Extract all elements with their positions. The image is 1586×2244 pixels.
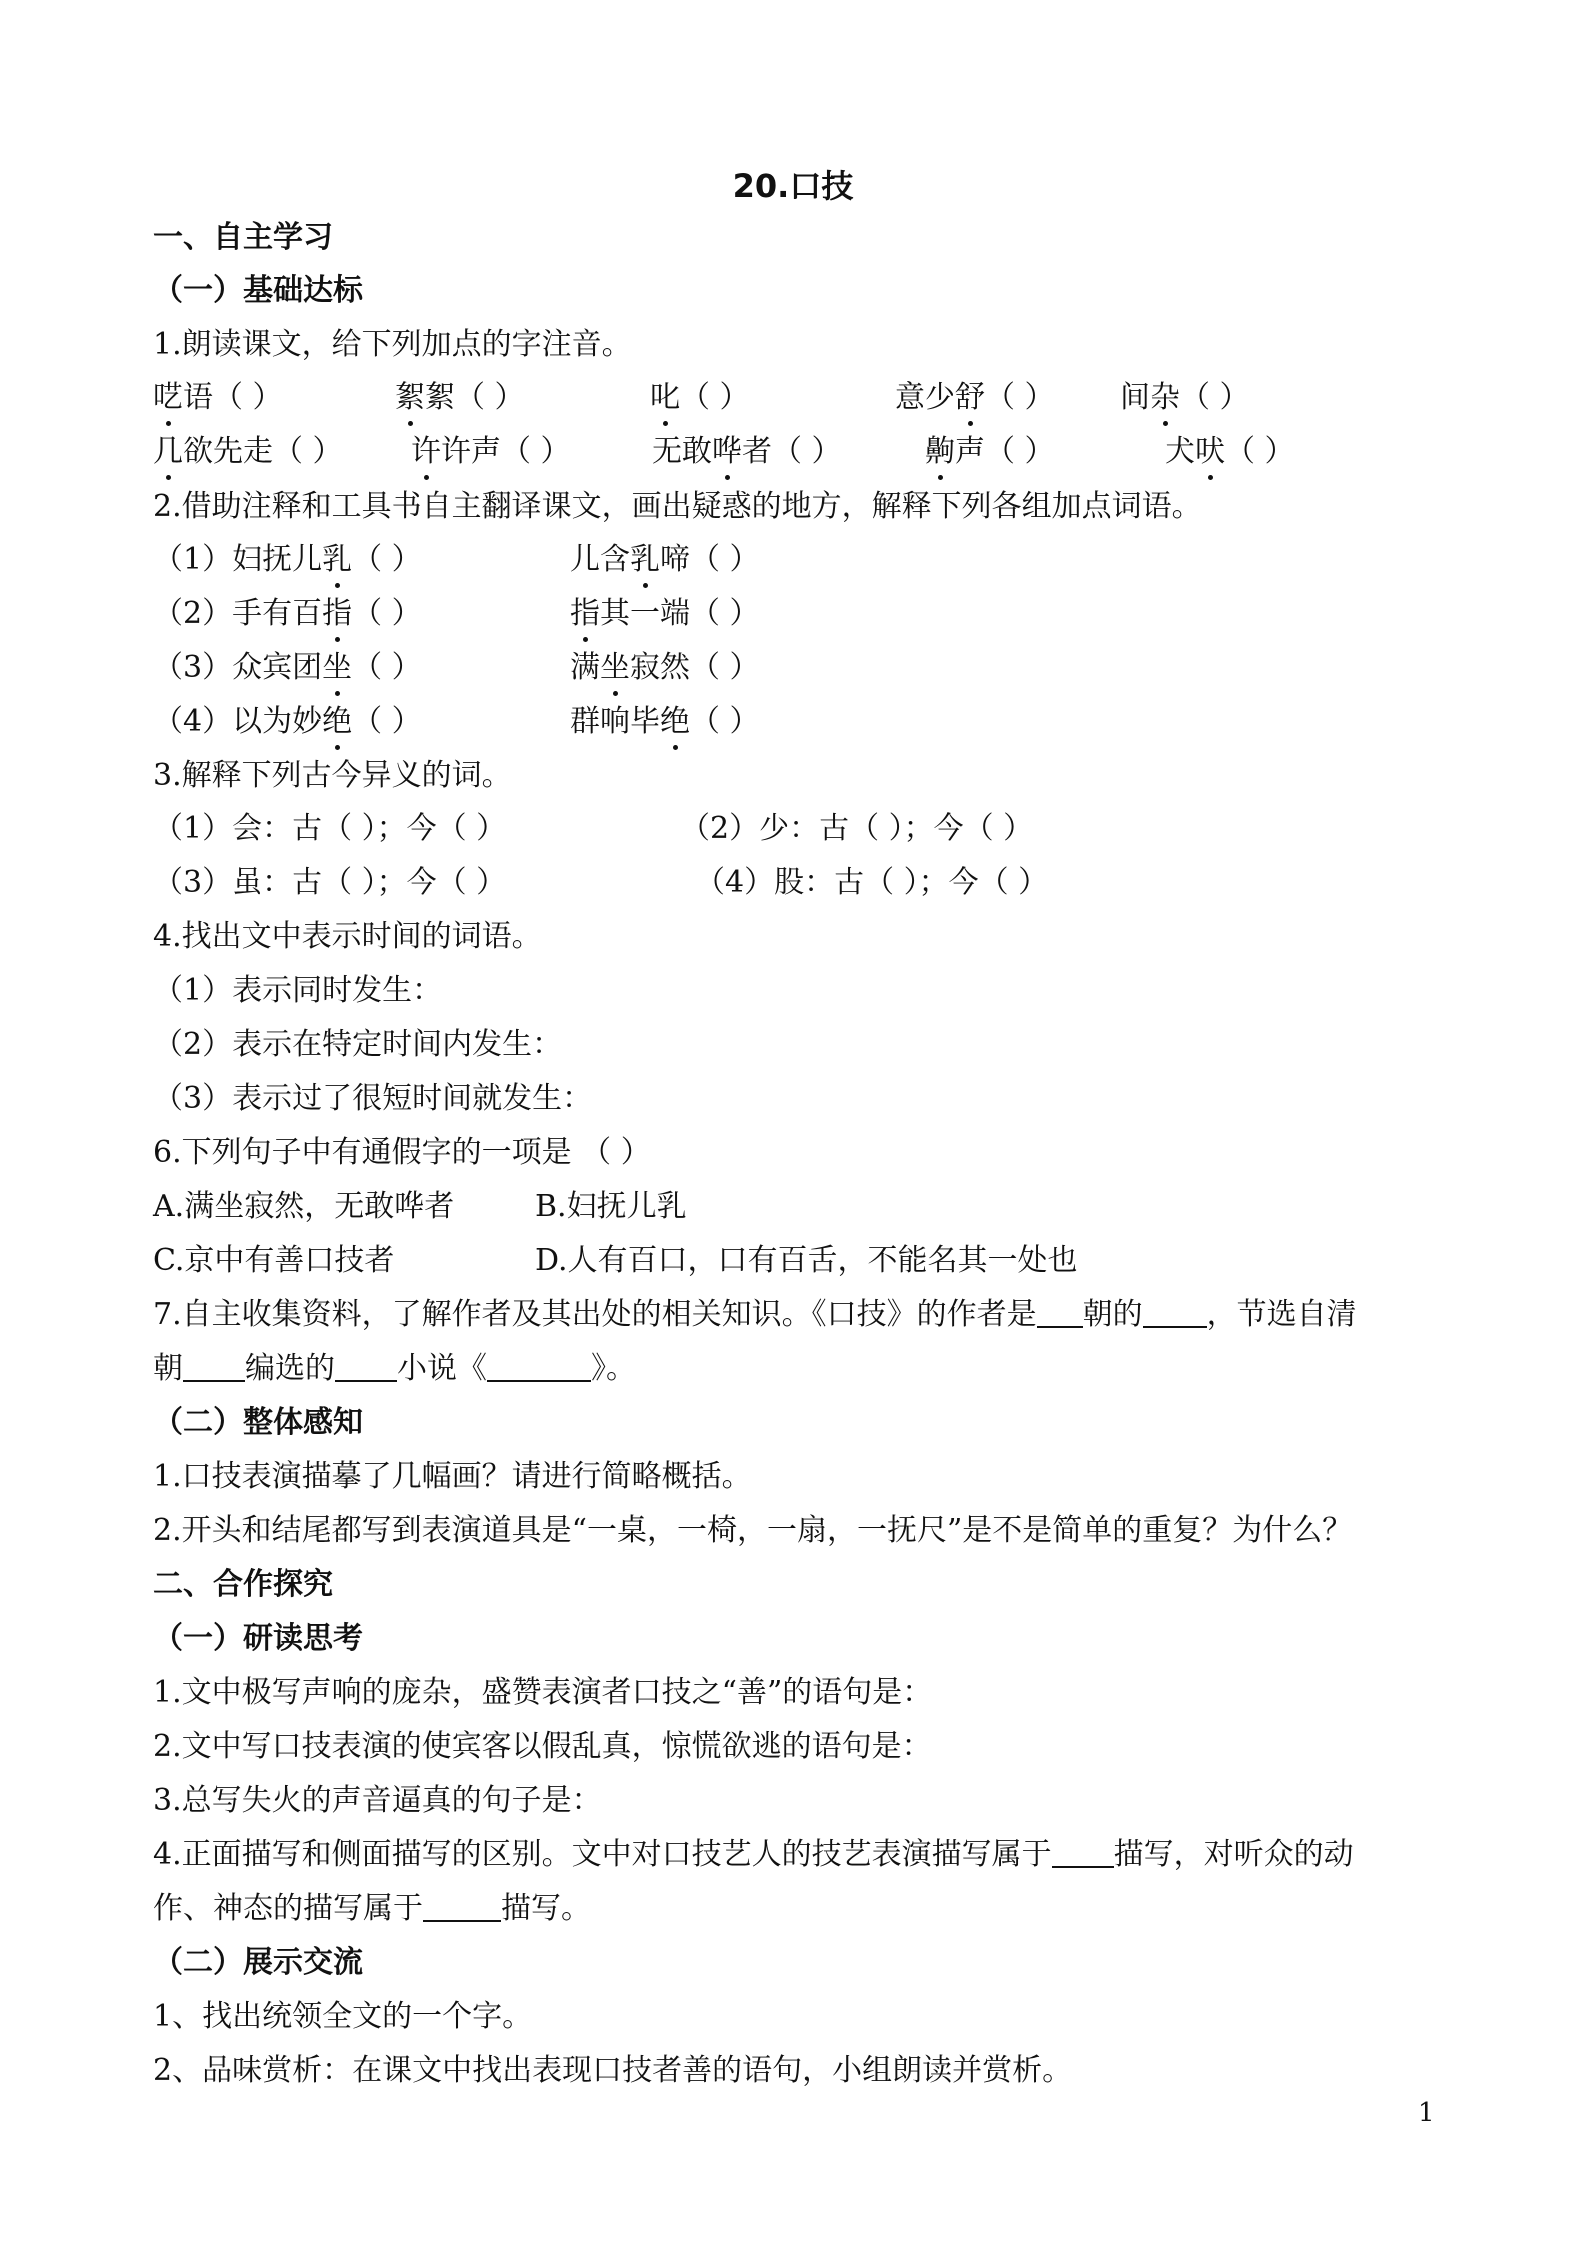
q4-item: （1）表示同时发生： <box>153 973 443 1008</box>
section1-sub2: （二）整体感知 <box>153 1405 363 1440</box>
q6-prompt: 6.下列句子中有通假字的一项是 （ ） <box>153 1135 651 1170</box>
q2-row: （3）众宾团坐（ ） 满坐寂然（ ） <box>0 648 1586 688</box>
q7-line1: 7.自主收集资料，了解作者及其出处的相关知识。《口技》的作者是 朝的 ，节选自清 <box>153 1297 1357 1332</box>
answer-blank[interactable] <box>335 1352 397 1382</box>
option-b: B.妇抚儿乳 <box>535 1189 687 1224</box>
page-number: 1 <box>1418 2098 1435 2128</box>
q2-prompt: 2.借助注释和工具书自主翻译课文，画出疑惑的地方，解释下列各组加点词语。 <box>153 489 1202 524</box>
pinyin-item: 许许声（ ） <box>411 432 571 472</box>
share-q1: 1、找出统领全文的一个字。 <box>153 1999 533 2034</box>
q3-row: （1）会：古（ ）；今（ ） （2）少：古（ ）；今（ ） <box>153 811 1034 846</box>
pinyin-item: 犬吠（ ） <box>1165 432 1295 472</box>
study-q4-line1: 4.正面描写和侧面描写的区别。文中对口技艺人的技艺表演描写属于 描写，对听众的动 <box>153 1837 1354 1872</box>
q7-line2: 朝 编选的 小说《 》。 <box>153 1351 636 1386</box>
q1-row2 <box>0 432 1586 472</box>
option-a: A.满坐寂然，无敢哗者 <box>153 1189 455 1224</box>
q3-prompt: 3.解释下列古今异义的词。 <box>153 758 512 793</box>
section2-sub2: （二）展示交流 <box>153 1945 363 1980</box>
section1-sub1: （一）基础达标 <box>153 273 363 308</box>
q6-options-row <box>0 1187 1586 1227</box>
pinyin-item: 叱（ ） <box>650 378 750 418</box>
section2-heading: 二、合作探究 <box>153 1567 333 1602</box>
q1-row1 <box>0 378 1586 418</box>
answer-blank[interactable] <box>183 1352 245 1382</box>
page-title: 20.口技 <box>732 167 854 205</box>
pinyin-item: 意少舒（ ） <box>895 378 1055 418</box>
pinyin-item: 无敢哗者（ ） <box>652 432 842 472</box>
share-q2: 2、品味赏析：在课文中找出表现口技者善的语句，小组朗读并赏析。 <box>153 2053 1073 2088</box>
pinyin-item: 几欲先走（ ） <box>153 432 343 472</box>
study-q4-line2: 作、神态的描写属于 描写。 <box>153 1891 591 1926</box>
overall-q2: 2.开头和结尾都写到表演道具是“一桌，一椅，一扇，一抚尺”是不是简单的重复？为什么？ <box>153 1513 1353 1548</box>
option-d: D.人有百口，口有百舌，不能名其一处也 <box>535 1243 1078 1278</box>
section2-sub1: （一）研读思考 <box>153 1621 363 1656</box>
q2-row: （2）手有百指（ ） 指其一端（ ） <box>0 594 1586 634</box>
answer-blank[interactable] <box>487 1352 591 1382</box>
q3-row: （3）虽：古（ ）；今（ ） （4）股：古（ ）；今（ ） <box>153 865 1049 900</box>
option-c: C.京中有善口技者 <box>153 1243 395 1278</box>
pinyin-item: 絮絮（ ） <box>395 378 525 418</box>
answer-blank[interactable] <box>1143 1298 1207 1328</box>
pinyin-item: 呓语（ ） <box>153 378 283 418</box>
pinyin-item: 间杂（ ） <box>1120 378 1250 418</box>
q4-item: （2）表示在特定时间内发生： <box>153 1027 563 1062</box>
q6-options-row <box>0 1241 1586 1281</box>
answer-blank[interactable] <box>1052 1838 1114 1868</box>
section1-heading: 一、自主学习 <box>153 220 333 255</box>
study-q3: 3.总写失火的声音逼真的句子是： <box>153 1783 602 1818</box>
q2-row: （1）妇抚儿乳（ ） 儿含乳啼（ ） <box>0 540 1586 580</box>
q2-row: （4）以为妙绝（ ） 群响毕绝（ ） <box>0 702 1586 742</box>
answer-blank[interactable] <box>1037 1298 1083 1328</box>
q1-prompt: 1.朗读课文，给下列加点的字注音。 <box>153 327 632 362</box>
q4-item: （3）表示过了很短时间就发生： <box>153 1081 593 1116</box>
study-q2: 2.文中写口技表演的使宾客以假乱真，惊慌欲逃的语句是： <box>153 1729 932 1764</box>
answer-blank[interactable] <box>423 1892 501 1922</box>
study-q1: 1.文中极写声响的庞杂，盛赞表演者口技之“善”的语句是： <box>153 1675 933 1710</box>
overall-q1: 1.口技表演描摹了几幅画？请进行简略概括。 <box>153 1459 752 1494</box>
q4-prompt: 4.找出文中表示时间的词语。 <box>153 919 542 954</box>
pinyin-item: 齁声（ ） <box>925 432 1055 472</box>
